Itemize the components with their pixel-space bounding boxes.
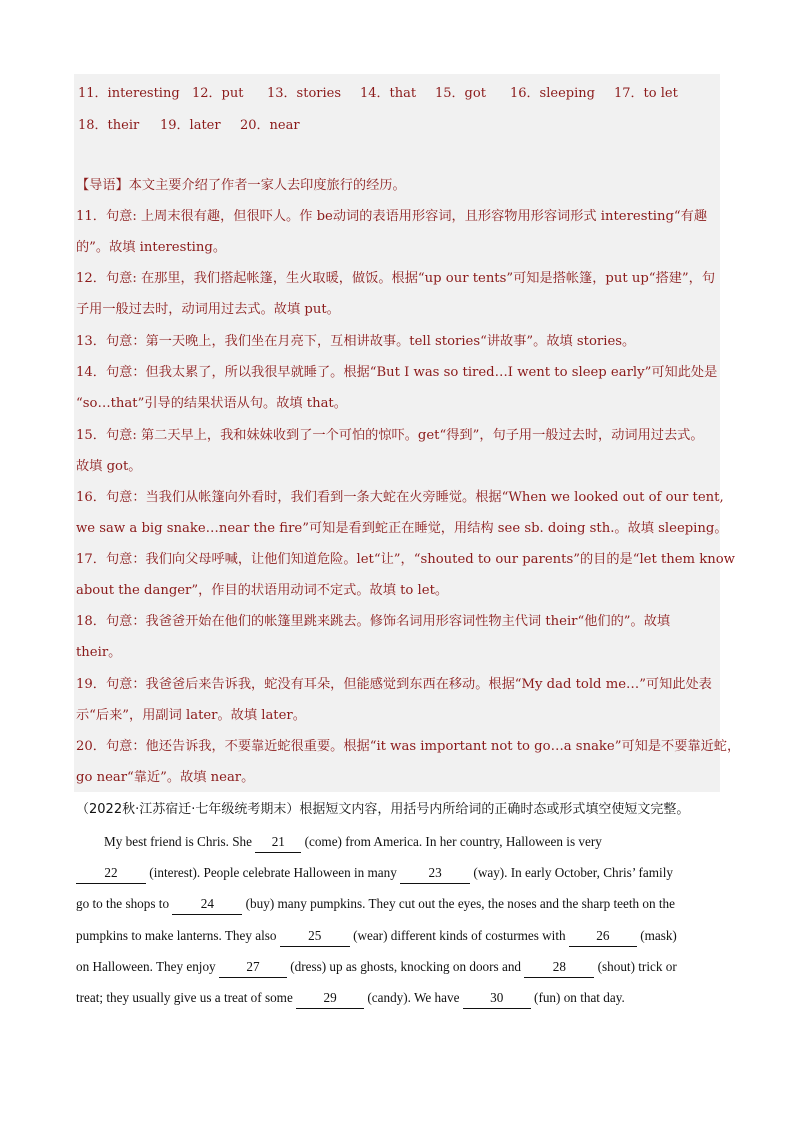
passage-line: go to the shops to 24 (buy) many pumpkins. They cut out the eyes, the noses and the sharp teeth on the [76,894,675,915]
answer-item: 17．to let [614,86,678,101]
blank-21[interactable]: 21 [255,832,301,853]
passage-line: on Halloween. They enjoy 27 (dress) up as ghosts, knocking on doors and 28 (shout) trick or [76,957,677,978]
explanation-line: 12．句意: 在那里，我们搭起帐篷，生火取暖，做饭。根据“up our tents”可知是搭帐篷，put up“搭建”，句 [76,271,716,286]
blank-22[interactable]: 22 [76,863,146,884]
blank-23[interactable]: 23 [400,863,470,884]
explanation-line: 16．句意：当我们从帐篷向外看时，我们看到一条大蛇在火旁睡觉。根据“When we looked out of our tent, [76,490,724,505]
question-source: （2022秋·江苏宿迁·七年级统考期末）根据短文内容，用括号内所给词的正确时态或形式填空使短文完整。 [76,802,690,817]
explanation-line: 19．句意：我爸爸后来告诉我，蛇没有耳朵，但能感觉到东西在移动。根据“My dad told me…”可知此处表 [76,677,712,692]
blank-28[interactable]: 28 [524,957,594,978]
explanation-line: 20．句意：他还告诉我，不要靠近蛇很重要。根据“it was important not to go…a snake”可知是不要靠近蛇， [76,739,741,754]
passage-line: pumpkins to make lanterns. They also 25 (wear) different kinds of costurmes with 26 (mask) [76,926,677,947]
passage-line: 22 (interest). People celebrate Halloween in many 23 (way). In early October, Chris’ family [76,863,673,884]
explanation-line: 的”。故填 interesting。 [76,240,227,255]
answer-item: 11．interesting [78,86,180,101]
passage-line: My best friend is Chris. She 21 (come) from America. In her country, Halloween is very [104,832,602,853]
explanation-line: 11．句意: 上周末很有趣，但很吓人。作 be动词的表语用形容词，且形容物用形容词形式 interesting“有趣 [76,209,708,224]
explanation-line: about the danger”，作目的状语用动词不定式。故填 to let。 [76,583,449,598]
blank-30[interactable]: 30 [463,988,531,1009]
explanation-line: their。 [76,645,122,660]
explanation-line: 18．句意：我爸爸开始在他们的帐篷里跳来跳去。修饰名词用形容词性物主代词 their“他们的”。故填 [76,614,671,629]
explanation-line: 13．句意：第一天晚上，我们坐在月亮下，互相讲故事。tell stories“讲故事”。故填 stories。 [76,334,636,349]
blank-27[interactable]: 27 [219,957,287,978]
intro-line: 【导语】本文主要介绍了作者一家人去印度旅行的经历。 [76,178,406,193]
answer-item: 12．put [192,86,244,101]
answer-item: 20．near [240,118,300,133]
answer-item: 13．stories [267,86,342,101]
blank-24[interactable]: 24 [172,894,242,915]
explanation-line: go near“靠近”。故填 near。 [76,770,255,785]
explanation-line: 15．句意: 第二天早上，我和妹妹收到了一个可怕的惊吓。get“得到”，句子用一般过去时，动词用过去式。 [76,428,704,443]
answer-item: 15．got [435,86,486,101]
answer-item: 14．that [360,86,417,101]
blank-25[interactable]: 25 [280,926,350,947]
explanation-line: 故填 got。 [76,459,142,474]
answer-item: 16．sleeping [510,86,595,101]
explanation-line: 14．句意：但我太累了，所以我很早就睡了。根据“But I was so tired…I went to sleep early”可知此处是 [76,365,718,380]
explanation-line: “so…that”引导的结果状语从句。故填 that。 [76,396,347,411]
blank-29[interactable]: 29 [296,988,364,1009]
explanation-line: we saw a big snake…near the fire”可知是看到蛇正在睡觉，用结构 see sb. doing sth.。故填 sleeping。 [76,521,728,536]
explanation-line: 17．句意：我们向父母呼喊，让他们知道危险。let“让”，“shouted to our parents”的目的是“let them know [76,552,735,567]
explanation-line: 子用一般过去时，动词用过去式。故填 put。 [76,302,340,317]
passage-line: treat; they usually give us a treat of some 29 (candy). We have 30 (fun) on that day. [76,988,625,1009]
blank-26[interactable]: 26 [569,926,637,947]
answer-item: 19．later [160,118,221,133]
answer-item: 18．their [78,118,140,133]
explanation-line: 示“后来”，用副词 later。故填 later。 [76,708,306,723]
